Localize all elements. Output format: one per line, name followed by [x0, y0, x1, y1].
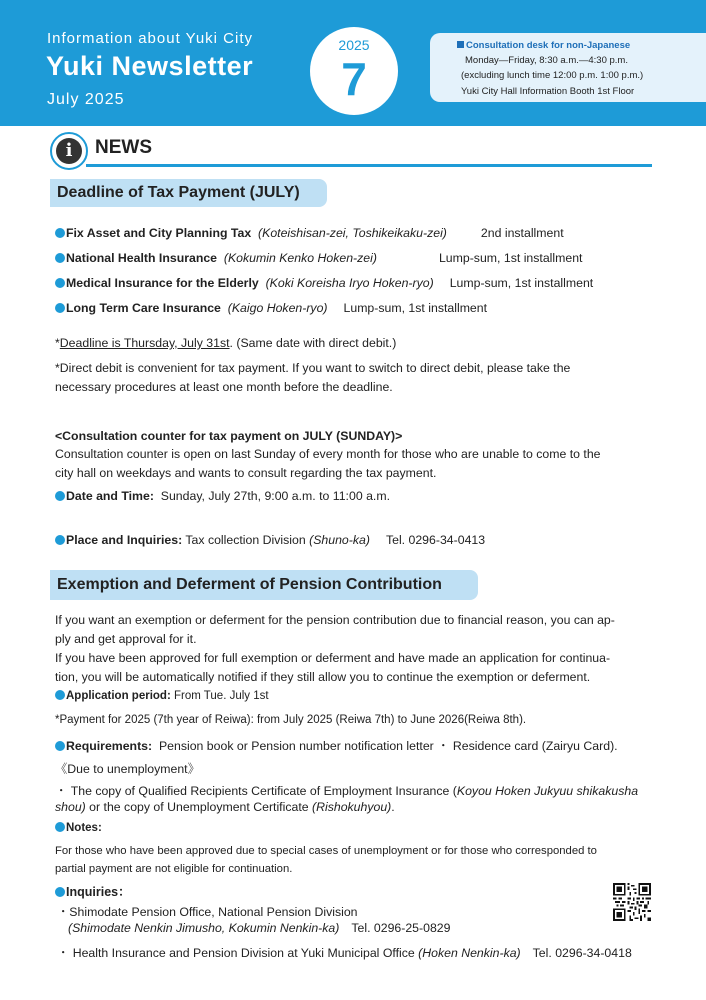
bullet-icon	[55, 822, 65, 832]
notes-label: Notes:	[55, 822, 102, 834]
tax-section-heading: Deadline of Tax Payment (JULY)	[50, 179, 327, 207]
direct-debit-note: necessary procedures at least one month before the deadline.	[55, 380, 393, 394]
consultation-hours: Monday—Friday, 8:30 a.m.—4:30 p.m.	[465, 55, 628, 66]
inquiry-shimodate: ・Shimodate Pension Office, National Pension Division	[57, 905, 358, 919]
pension-section-heading: Exemption and Deferment of Pension Contribution	[50, 570, 478, 600]
bullet-icon	[55, 491, 65, 501]
consultation-box	[430, 33, 706, 102]
news-label: NEWS	[95, 137, 152, 158]
payment-period: *Payment for 2025 (7th year of Reiwa): from July 2025 (Reiwa 7th) to June 2026(Reiwa 8th).	[55, 714, 527, 726]
news-heading	[50, 132, 652, 168]
counter-date: Date and Time: Sunday, July 27th, 9:00 a.m. to 11:00 a.m.	[55, 489, 390, 503]
notes-text: partial payment are not eligible for continuation.	[55, 863, 293, 875]
bullet-icon	[55, 741, 65, 751]
inquiry-shimodate-detail: (Shimodate Nenkin Jimusho, Kokumin Nenkin-ka) Tel. 0296-25-0829	[68, 921, 451, 935]
issue-badge	[310, 27, 398, 115]
tax-item: National Health Insurance (Kokumin Kenko Hoken-zei) Lump-sum, 1st installment	[55, 251, 582, 265]
bullet-icon	[55, 887, 65, 897]
issue-month: July 2025	[47, 91, 125, 108]
bullet-icon	[55, 278, 65, 288]
issue-number: 7	[341, 53, 367, 105]
qr-code-icon	[613, 883, 651, 921]
bullet-icon	[55, 253, 65, 263]
tax-item: Fix Asset and City Planning Tax (Koteishisan-zei, Toshikeikaku-zei) 2nd installment	[55, 226, 564, 240]
bullet-icon	[55, 535, 65, 545]
tax-item: Medical Insurance for the Elderly (Koki Koreisha Iryo Hoken-ryo) Lump-sum, 1st installment	[55, 276, 593, 290]
counter-heading: <Consultation counter for tax payment on JULY (SUNDAY)>	[55, 429, 403, 443]
unemployment-docs: shou) or the copy of Unemployment Certificate (Rishokuhyou).	[55, 800, 395, 814]
issue-year: 2025	[338, 37, 370, 53]
news-divider	[86, 164, 652, 167]
consultation-location: Yuki City Hall Information Booth 1st Floor	[461, 86, 635, 97]
newsletter-title: Yuki Newsletter	[46, 51, 254, 81]
tax-item: Long Term Care Insurance (Kaigo Hoken-ryo) Lump-sum, 1st installment	[55, 301, 487, 315]
bullet-icon	[55, 690, 65, 700]
header-info: Information about Yuki City	[47, 30, 253, 47]
pension-intro: If you want an exemption or deferment for the pension contribution due to financial reason, you can ap-	[55, 613, 615, 627]
counter-text: Consultation counter is open on last Sunday of every month for those who are unable to come to the	[55, 447, 601, 461]
consultation-title: Consultation desk for non-Japanese	[457, 40, 630, 51]
direct-debit-note: *Direct debit is convenient for tax payment. If you want to switch to direct debit, please take the	[55, 361, 571, 375]
unemployment-heading: 《Due to unemployment》	[55, 762, 200, 776]
pension-intro: ply and get approval for it.	[55, 632, 197, 646]
tax-inquiries: Place and Inquiries: Tax collection Division (Shuno-ka) Tel. 0296-34-0413	[55, 533, 485, 547]
bullet-icon	[55, 228, 65, 238]
bullet-icon	[55, 303, 65, 313]
pension-intro: If you have been approved for full exemption or deferment and have made an application for continua-	[55, 651, 611, 665]
inquiries-label: Inquiries：	[55, 882, 131, 900]
pension-intro: tion, you will be automatically notified if they still allow you to continue the exemption or deferment.	[55, 670, 591, 684]
inquiry-yuki: ・ Health Insurance and Pension Division at Yuki Municipal Office (Hoken Nenkin-ka) Tel. 0296-34-0418	[57, 946, 632, 960]
application-period: Application period: From Tue. July 1st	[55, 690, 269, 702]
requirements: Requirements: Pension book or Pension number notification letter ・ Residence card (Zairyu Card).	[55, 736, 618, 754]
info-icon: i	[50, 132, 88, 170]
tax-deadline: *Deadline is Thursday, July 31st. (Same date with direct debit.)	[55, 336, 397, 350]
unemployment-docs: ・ The copy of Qualified Recipients Certificate of Employment Insurance (Koyou Hoken Jukyuu shikakusha	[55, 784, 639, 798]
square-icon	[457, 41, 464, 48]
newsletter-header	[0, 0, 706, 126]
notes-text: For those who have been approved due to special cases of unemployment or for those who corresponded to	[55, 845, 597, 857]
counter-text: city hall on weekdays and wants to consult regarding the tax payment.	[55, 466, 437, 480]
consultation-lunch: (excluding lunch time 12:00 p.m. 1:00 p.m.)	[461, 70, 644, 81]
